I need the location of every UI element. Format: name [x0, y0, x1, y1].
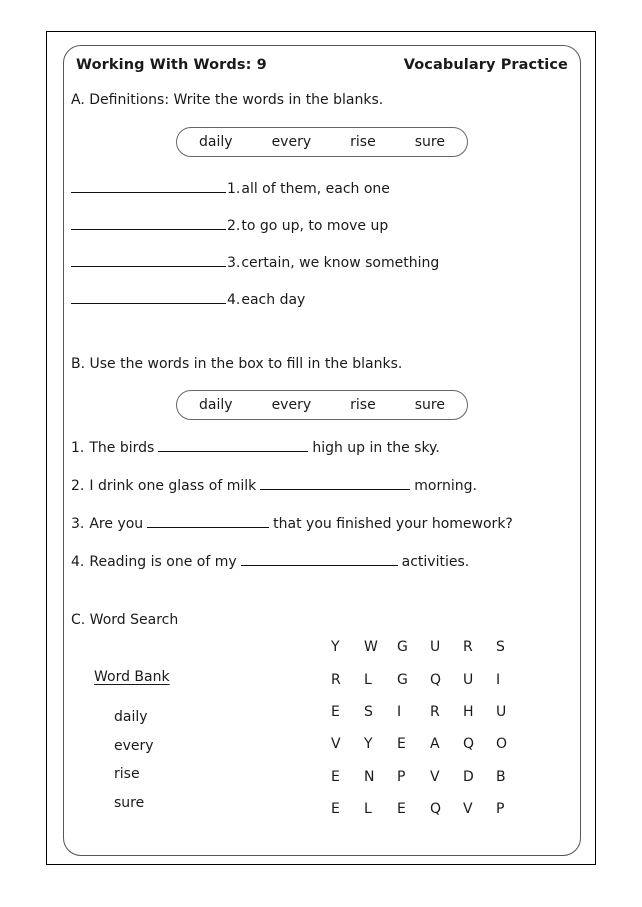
- grid-cell: B: [496, 768, 506, 785]
- sentence-after-text: morning.: [414, 478, 477, 494]
- grid-cell: E: [331, 768, 340, 785]
- definition-row: [71, 179, 390, 197]
- grid-cell: E: [397, 736, 406, 753]
- grid-cell: Y: [331, 639, 340, 656]
- sentence-before-text: Are you: [89, 516, 144, 532]
- grid-cell: N: [364, 768, 375, 785]
- grid-cell: P: [397, 768, 406, 785]
- grid-cell: U: [430, 639, 441, 656]
- grid-cell: R: [331, 671, 341, 688]
- grid-cell: Y: [364, 736, 373, 753]
- section-a-word-box: [176, 127, 468, 157]
- grid-cell: R: [463, 639, 473, 656]
- section-a-instruction: A. Definitions: Write the words in the blanks.: [71, 92, 384, 108]
- sentence-number: 3.: [71, 516, 85, 532]
- grid-cell: E: [397, 801, 406, 818]
- fill-in-sentence: [71, 438, 440, 456]
- word-box-b-word-2: rise: [350, 397, 376, 413]
- word-box-a-word-1: every: [271, 134, 312, 150]
- grid-cell: L: [364, 801, 372, 818]
- definition-number: 3.: [227, 255, 241, 271]
- sentence-after-text: high up in the sky.: [312, 440, 440, 456]
- grid-cell: R: [430, 703, 440, 720]
- grid-cell: S: [364, 703, 373, 720]
- worksheet-content: [63, 45, 581, 856]
- grid-cell: V: [430, 768, 440, 785]
- word-box-b-word-3: sure: [414, 397, 445, 413]
- grid-cell: A: [430, 736, 440, 753]
- grid-cell: S: [496, 639, 505, 656]
- sentence-after-text: that you finished your homework?: [273, 516, 513, 532]
- definition-text: certain, we know something: [241, 255, 440, 271]
- worksheet-subject: Vocabulary Practice: [403, 57, 568, 73]
- word-bank-title: Word Bank: [94, 669, 170, 685]
- word-box-b-word-1: every: [271, 397, 312, 413]
- word-bank-item: daily: [114, 709, 148, 725]
- definition-answer-blank[interactable]: [71, 179, 226, 193]
- section-c-heading: C. Word Search: [71, 612, 179, 628]
- word-search-grid: [331, 631, 529, 825]
- sentence-before-text: The birds: [89, 440, 155, 456]
- grid-cell: O: [496, 736, 508, 753]
- sentence-number: 4.: [71, 554, 85, 570]
- word-bank-list: [114, 703, 154, 817]
- sentence-number: 2.: [71, 478, 85, 494]
- fill-in-sentence: [71, 514, 513, 532]
- definition-number: 1.: [227, 181, 241, 197]
- word-box-a-word-3: sure: [414, 134, 445, 150]
- fill-in-sentence: [71, 476, 477, 494]
- worksheet-title: Working With Words: 9: [76, 57, 267, 73]
- grid-cell: D: [463, 768, 474, 785]
- definition-text: all of them, each one: [241, 181, 390, 197]
- grid-cell: H: [463, 703, 474, 720]
- definition-text: to go up, to move up: [241, 218, 389, 234]
- sentence-answer-blank[interactable]: [147, 514, 269, 528]
- sentence-answer-blank[interactable]: [158, 438, 308, 452]
- word-bank-item: every: [114, 737, 154, 754]
- grid-cell: Q: [430, 801, 442, 818]
- grid-cell: I: [397, 703, 402, 720]
- grid-cell: U: [496, 703, 507, 720]
- sentence-before-text: Reading is one of my: [89, 554, 237, 570]
- grid-cell: G: [397, 671, 408, 688]
- sentence-after-text: activities.: [401, 554, 470, 570]
- grid-cell: E: [331, 801, 340, 818]
- word-bank-item: sure: [114, 794, 145, 811]
- definition-text: each day: [241, 292, 306, 308]
- section-b-word-box: [176, 390, 468, 420]
- fill-in-sentence: [71, 552, 469, 570]
- definition-answer-blank[interactable]: [71, 253, 226, 267]
- word-box-a-word-2: rise: [350, 134, 376, 150]
- word-bank-item: rise: [114, 766, 140, 782]
- grid-cell: U: [463, 671, 474, 688]
- definition-row: [71, 253, 439, 271]
- sentence-number: 1.: [71, 440, 85, 456]
- worksheet-header: [76, 57, 568, 73]
- section-b-instruction: B. Use the words in the box to fill in the blanks.: [71, 356, 403, 372]
- sentence-answer-blank[interactable]: [241, 552, 398, 566]
- definition-row: [71, 290, 305, 308]
- definition-answer-blank[interactable]: [71, 290, 226, 304]
- grid-cell: V: [331, 736, 341, 753]
- grid-cell: E: [331, 703, 340, 720]
- grid-cell: Q: [430, 671, 442, 688]
- grid-cell: G: [397, 639, 408, 656]
- grid-cell: Q: [463, 736, 475, 753]
- definition-number: 2.: [227, 218, 241, 234]
- definition-number: 4.: [227, 292, 241, 308]
- word-box-a-word-0: daily: [199, 134, 233, 150]
- definition-row: [71, 216, 388, 234]
- grid-cell: W: [364, 639, 378, 656]
- grid-cell: P: [496, 801, 505, 818]
- word-box-b-word-0: daily: [199, 397, 233, 413]
- grid-cell: V: [463, 801, 473, 818]
- sentence-answer-blank[interactable]: [260, 476, 410, 490]
- sentence-before-text: I drink one glass of milk: [89, 478, 257, 494]
- definition-answer-blank[interactable]: [71, 216, 226, 230]
- grid-cell: I: [496, 671, 501, 688]
- grid-cell: L: [364, 671, 372, 688]
